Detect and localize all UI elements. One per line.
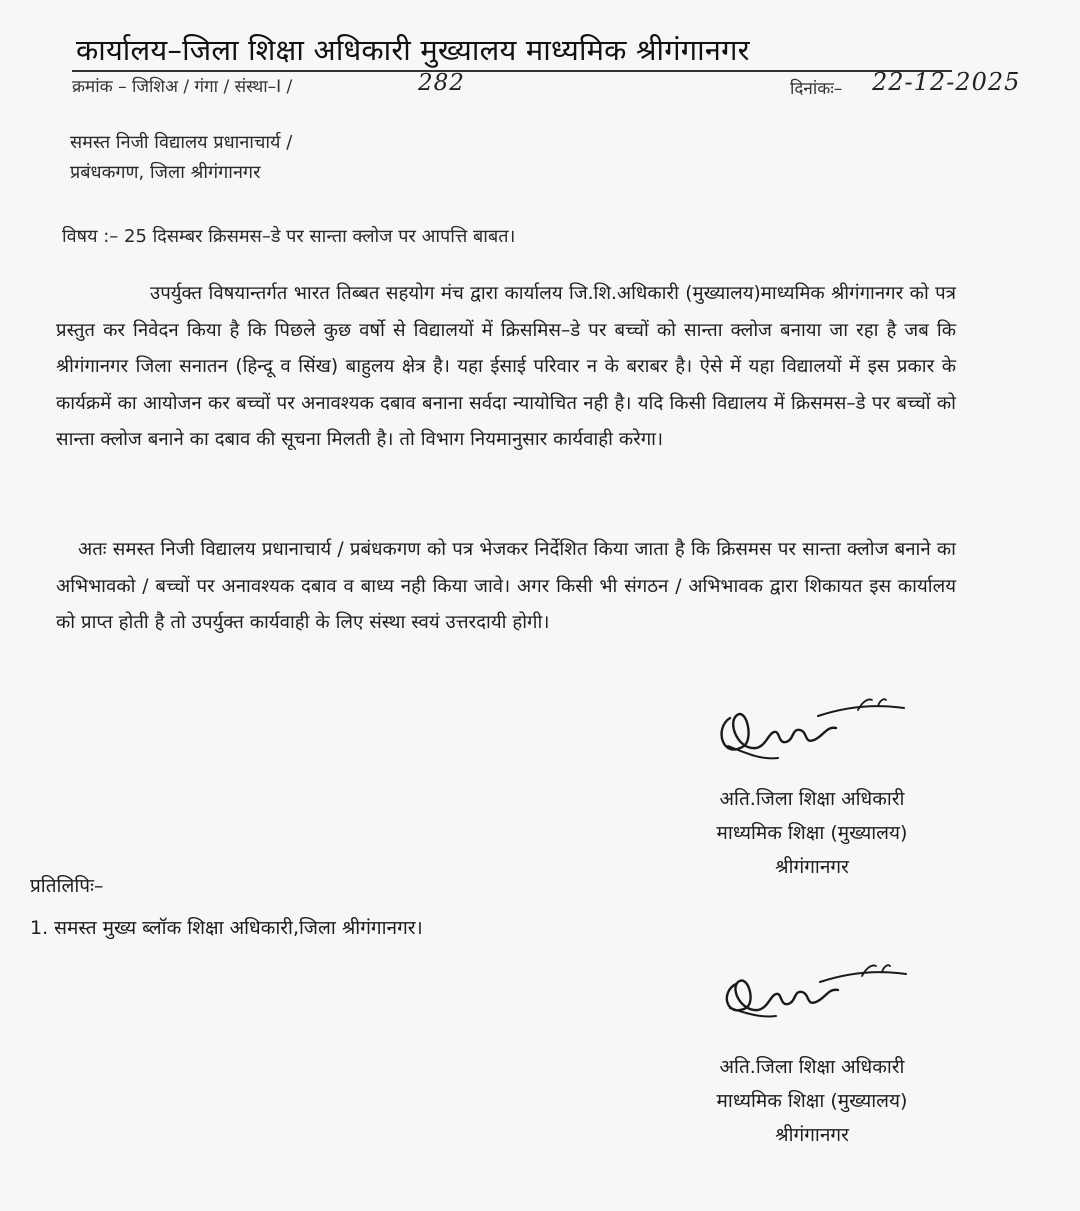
- reference-number: 282: [418, 70, 465, 96]
- heading-underline: [72, 70, 952, 72]
- signature-2: [712, 952, 922, 1032]
- body-paragraph-2: अतः समस्त निजी विद्यालय प्रधानाचार्य / प्रबंधकगण को पत्र भेजकर निर्देशित किया जाता है कि क्रिसमस पर सान्ता क्लोज बनाने का अभिभावको / बच्चों पर अनावश्यक दबाव व बाध्य नही किया जावे। अगर किसी भी संगठन / अभिभावक द्वारा शिकायत इस कार्यालय को प्राप्त होती है तो उपर्युक्त कार्यवाही के लिए संस्था स्वयं उत्तरदायी होगी।: [56, 539, 956, 633]
- signatory-title: अति.जिला शिक्षा अधिकारी: [719, 1056, 905, 1078]
- signatory-department: माध्यमिक शिक्षा (मुख्यालय): [716, 1090, 908, 1112]
- signatory-place: श्रीगंगानगर: [775, 1124, 849, 1146]
- addressee-line-1: समस्त निजी विद्यालय प्रधानाचार्य /: [70, 132, 293, 153]
- date-label: दिनांकः–: [790, 79, 843, 99]
- date-value: 22-12-2025: [872, 68, 1021, 96]
- signatory-place: श्रीगंगानगर: [775, 856, 849, 878]
- signatory-block-1: [672, 782, 952, 884]
- signatory-department: माध्यमिक शिक्षा (मुख्यालय): [716, 822, 908, 844]
- reference-prefix: क्रमांक – जिशिअ / गंगा / संस्था–I /: [72, 77, 293, 97]
- copy-to-item: 1. समस्त मुख्य ब्लॉक शिक्षा अधिकारी,जिला श्रीगंगानगर।: [30, 917, 423, 939]
- signature-1: [708, 688, 918, 778]
- signatory-block-2: [672, 1050, 952, 1152]
- copy-to-label: प्रतिलिपिः–: [30, 875, 104, 897]
- body-paragraph-1: उपर्युक्त विषयान्तर्गत भारत तिब्बत सहयोग मंच द्वारा कार्यालय जि.शि.अधिकारी (मुख्यालय)माध्यमिक श्रीगंगानगर को पत्र प्रस्तुत कर निवेदन किया है कि पिछले कुछ वर्षो से विद्यालयों में क्रिसमिस–डे पर बच्चों को सान्ता क्लोज बनाया जा रहा है जब कि श्रीगंगानगर जिला सनातन (हिन्दू व सिंख) बाहुलय क्षेत्र है। यहा ईसाई परिवार न के बराबर है। ऐसे में यहा विद्यालयों में इस प्रकार के कार्यक्रमें का आयोजन कर बच्चों पर अनावश्यक दबाव बनाना सर्वदा न्यायोचित नही है। यदि किसी विद्यालय में क्रिसमस–डे पर बच्चों को सान्ता क्लोज बनाने का दबाव की सूचना मिलती है। तो विभाग नियमानुसार कार्यवाही करेगा।: [56, 283, 956, 450]
- office-heading: कार्यालय–जिला शिक्षा अधिकारी मुख्यालय माध्यमिक श्रीगंगानगर: [76, 33, 750, 67]
- addressee-line-2: प्रबंधकगण, जिला श्रीगंगानगर: [70, 162, 261, 183]
- signatory-title: अति.जिला शिक्षा अधिकारी: [719, 788, 905, 810]
- subject-line: विषय :– 25 दिसम्बर क्रिसमस–डे पर सान्ता क्लोज पर आपत्ति बाबत।: [62, 226, 516, 247]
